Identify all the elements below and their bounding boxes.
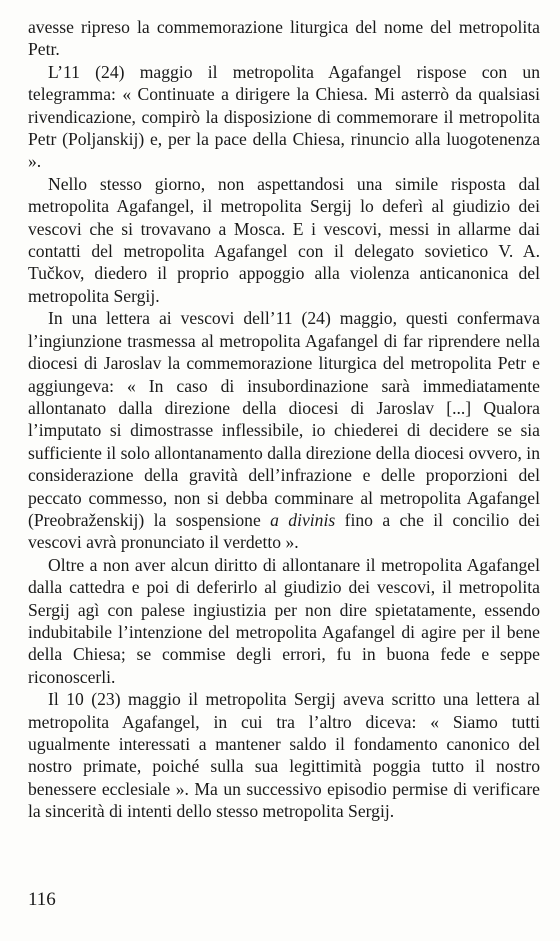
paragraph-5: Oltre a non aver alcun diritto di allontanare il metropolita Agafangel dalla cattedra e poi di deferirlo al giudizio dei vescovi, il metropolita Sergij agì con palese ingiustizia per non dire spietatamente, essendo indubitabile l’intenzione del metropolita Agafangel di agire per il bene della Chiesa; se commise degli errori, fu in buona fede e seppe riconoscerli. [28, 554, 540, 687]
paragraph-4-part-1: In una lettera ai vescovi dell’11 (24) maggio, questi confermava l’ingiunzione trasmessa al metropolita Agafangel di far riprendere nella diocesi di Jaroslav la commemorazione liturgica del metropolita Petr e aggiungeva: « In caso di insubordinazione sarà immediatamente allontanato dalla direzione della diocesi di Jaroslav [...] Qualora l’imputato si dimostrasse inflessibile, io chiederei di decidere se sia sufficiente il solo allontanamento dalla direzione della diocesi ovvero, in considerazione della gravità dell’infrazione e delle proporzioni del peccato commesso, non si debba comminare al metropolita Agafangel (Preobraženskij) la sospensione [28, 308, 540, 530]
paragraph-4-part-2: fino a che il concilio dei vescovi avrà pronunciato il verdetto ». [28, 509, 540, 553]
paragraph-1: avesse ripreso la commemorazione liturgica del nome del metropolita Petr. [28, 17, 540, 60]
page-number: 116 [28, 889, 56, 910]
body-text [28, 16, 540, 823]
paragraph-4 [28, 307, 540, 553]
latin-term: a divinis [270, 509, 336, 530]
paragraph-2: L’11 (24) maggio il metropolita Agafangel rispose con un telegramma: « Continuate a dirigere la Chiesa. Mi asterrò da qualsiasi rivendicazione, compirò la disposizione di commemorare il metropolita Petr (Poljanskij) e, per la pace della Chiesa, rinuncio alla luogotenenza ». [28, 61, 540, 172]
paragraph-6: Il 10 (23) maggio il metropolita Sergij aveva scritto una lettera al metropolita Agafangel, in cui tra l’altro diceva: « Siamo tutti ugualmente interessati a mantener saldo il fondamento canonico del nostro primate, poiché sulla sua legittimità poggia tutto il nostro benessere ecclesiale ». Ma un successivo episodio permise di verificare la sincerità di intenti dello stesso metropolita Sergij. [28, 689, 540, 822]
paragraph-3: Nello stesso giorno, non aspettandosi una simile risposta dal metropolita Agafangel, il metropolita Sergij lo deferì al giudizio dei vescovi che si trovavano a Mosca. E i vescovi, messi in allarme dai contatti del metropolita Agafangel con il delegato sovietico V. A. Tučkov, diedero il proprio appoggio alla violenza anticanonica del metropolita Sergij. [28, 173, 540, 306]
